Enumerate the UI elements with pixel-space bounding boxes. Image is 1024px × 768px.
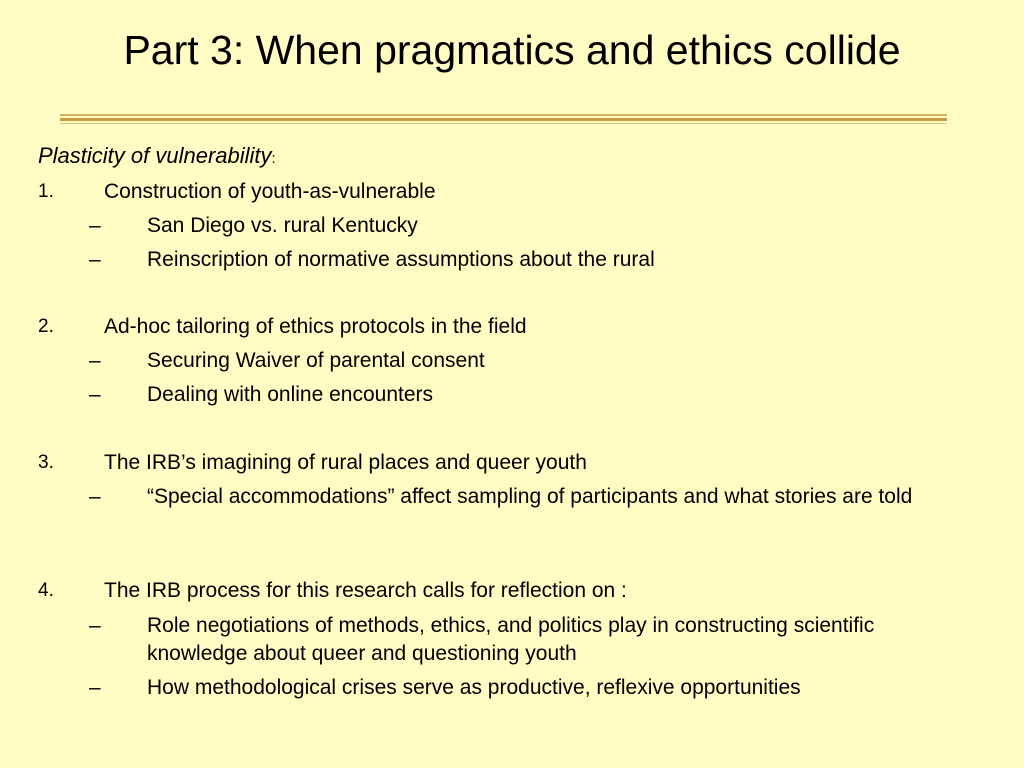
item-text: The IRB process for this research calls for reflection on : [104, 579, 627, 602]
sub-item: Role negotiations of methods, ethics, and politics play in constructing scientific knowledge about queer and questioning youth [147, 614, 875, 665]
item-number: 3. [38, 452, 54, 473]
sub-item: San Diego vs. rural Kentucky [147, 214, 418, 237]
item-number: 4. [38, 580, 54, 601]
bullet-dash: – [89, 248, 101, 271]
bullet-dash: – [89, 383, 101, 406]
sub-item: Dealing with online encounters [147, 383, 434, 406]
bullet-dash: – [89, 349, 101, 372]
bullet-dash: – [89, 214, 101, 237]
section-heading-colon: : [271, 150, 276, 167]
sub-item: Securing Waiver of parental consent [147, 349, 485, 372]
bullet-dash: – [89, 614, 101, 637]
item-text: Ad-hoc tailoring of ethics protocols in the field [104, 315, 527, 338]
item-text: The IRB’s imagining of rural places and queer youth [104, 451, 587, 474]
bullet-dash: – [89, 676, 101, 699]
item-text: Construction of youth-as-vulnerable [104, 180, 436, 203]
section-heading [38, 142, 276, 173]
slide-title: Part 3: When pragmatics and ethics collide [123, 27, 901, 73]
sub-item: Reinscription of normative assumptions about the rural [147, 248, 655, 271]
section-heading-text: Plasticity of vulnerability [38, 143, 272, 168]
sub-item: How methodological crises serve as productive, reflexive opportunities [147, 676, 801, 699]
item-number: 1. [38, 181, 54, 202]
item-number: 2. [38, 316, 54, 337]
bullet-dash: – [89, 485, 101, 508]
sub-item: “Special accommodations” affect sampling of participants and what stories are told [147, 485, 913, 508]
